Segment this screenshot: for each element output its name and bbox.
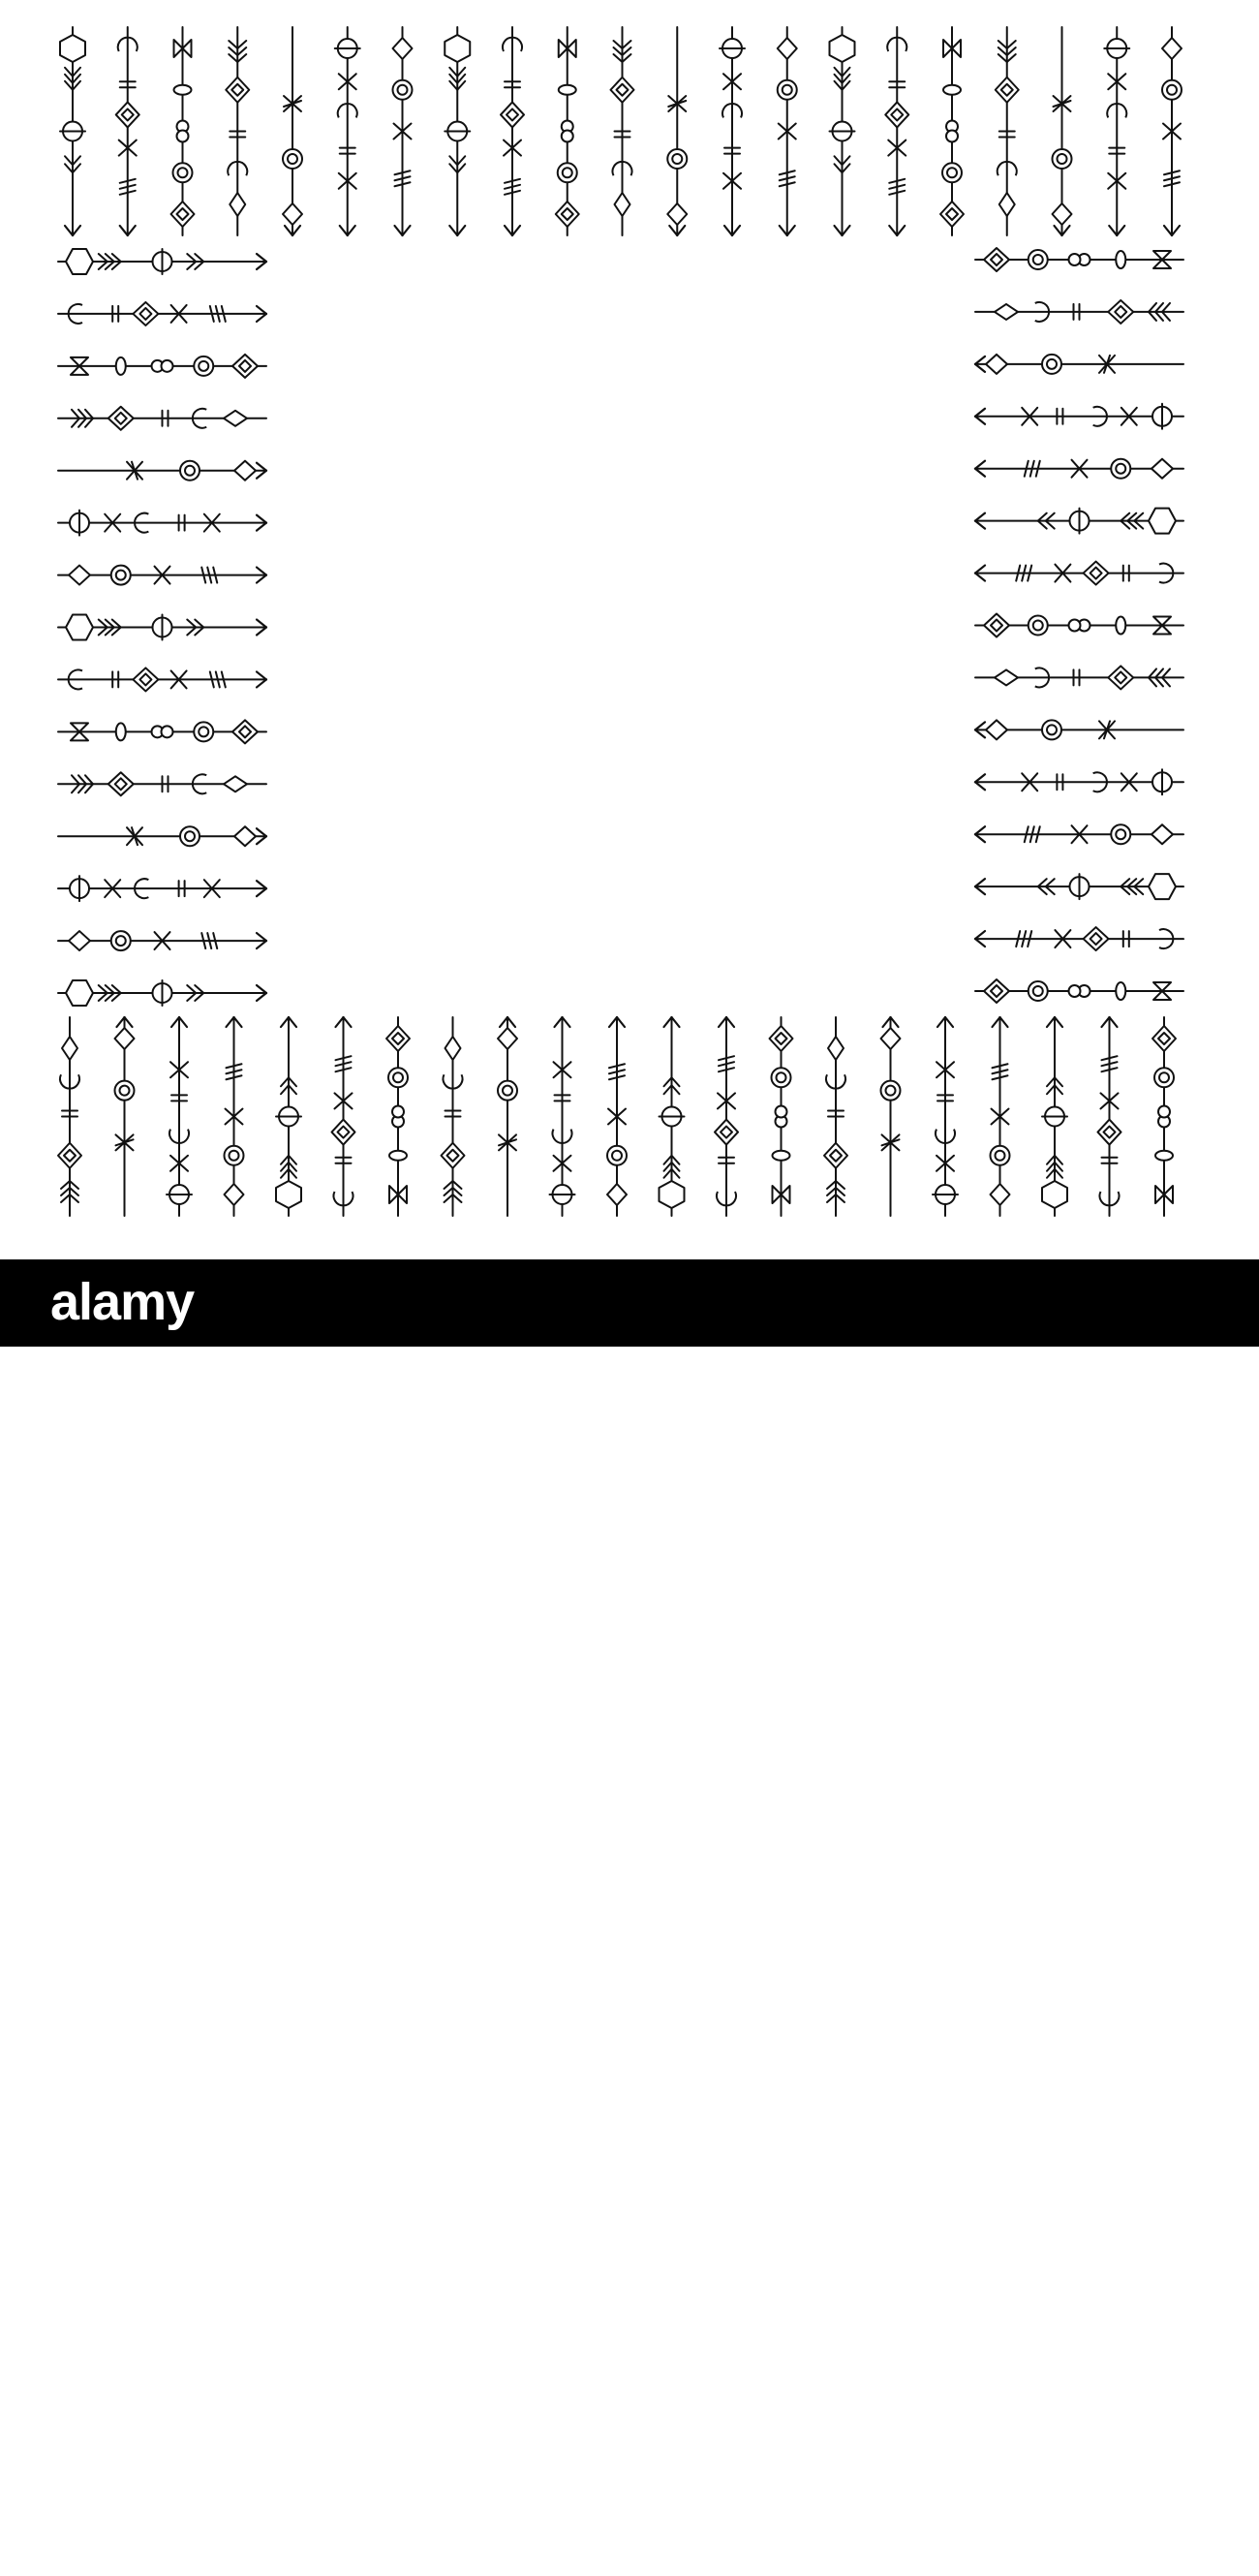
frame-arrow-bottom xyxy=(881,1017,901,1216)
frame-arrow-bottom xyxy=(276,1017,301,1216)
frame-arrow-top xyxy=(445,27,470,235)
frame-arrow-left xyxy=(58,461,266,481)
frame-arrow-right xyxy=(975,666,1183,689)
frame-arrow-right xyxy=(975,874,1183,899)
alamy-logo xyxy=(0,1259,291,1347)
frame-arrow-right xyxy=(975,824,1183,844)
frame-arrow-bottom xyxy=(1042,1017,1067,1216)
frame-arrow-top xyxy=(940,27,964,235)
frame-arrow-left xyxy=(58,980,266,1006)
frame-arrow-left xyxy=(58,615,266,640)
frame-arrow-right xyxy=(975,720,1183,739)
frame-arrow-bottom xyxy=(225,1017,244,1216)
frame-arrow-top xyxy=(501,27,524,235)
frame-arrow-top xyxy=(283,27,302,235)
frame-arrow-right xyxy=(975,355,1183,374)
frame-arrow-top xyxy=(116,27,139,235)
frame-arrow-top xyxy=(171,27,195,235)
frame-arrow-bottom xyxy=(1152,1017,1176,1216)
frame-arrow-top xyxy=(393,27,413,235)
frame-arrow-bottom xyxy=(824,1017,847,1216)
frame-arrow-bottom xyxy=(715,1017,738,1216)
frame-arrow-top xyxy=(60,27,85,235)
frame-arrow-right xyxy=(975,562,1183,585)
frame-arrow-top xyxy=(226,27,249,235)
frame-arrow-bottom xyxy=(933,1017,958,1216)
frame-illustration xyxy=(0,0,1259,1259)
frame-arrow-bottom xyxy=(991,1017,1010,1216)
frame-arrow-right xyxy=(975,404,1183,429)
frame-arrow-right xyxy=(975,248,1183,271)
frame-arrow-bottom xyxy=(332,1017,355,1216)
frame-arrow-right xyxy=(975,300,1183,324)
frame-arrow-top xyxy=(1162,27,1182,235)
frame-arrow-right xyxy=(975,509,1183,534)
frame-arrow-bottom xyxy=(58,1017,81,1216)
frame-arrow-bottom xyxy=(1098,1017,1121,1216)
frame-arrow-bottom xyxy=(386,1017,410,1216)
frame-arrow-right xyxy=(975,979,1183,1003)
frame-arrow-bottom xyxy=(660,1017,685,1216)
frame-arrow-right xyxy=(975,927,1183,950)
frame-arrow-left xyxy=(58,566,266,585)
tribal-arrow-frame xyxy=(0,0,1259,1259)
frame-arrow-bottom xyxy=(550,1017,575,1216)
frame-arrow-left xyxy=(58,876,266,901)
frame-arrow-bottom xyxy=(770,1017,793,1216)
stock-footer-bar xyxy=(0,1259,1259,2575)
frame-arrow-top xyxy=(778,27,797,235)
frame-arrow-top xyxy=(996,27,1019,235)
frame-arrow-top xyxy=(1053,27,1072,235)
frame-arrow-right xyxy=(975,614,1183,637)
frame-arrow-left xyxy=(58,772,266,795)
frame-arrow-left xyxy=(58,407,266,430)
frame-arrow-top xyxy=(556,27,579,235)
frame-arrow-bottom xyxy=(607,1017,627,1216)
frame-arrow-left xyxy=(58,720,266,743)
frame-arrow-top xyxy=(611,27,634,235)
image-id-label: 2T8N2HN xyxy=(1096,2548,1212,2575)
frame-arrow-bottom xyxy=(498,1017,517,1216)
frame-arrow-right xyxy=(975,769,1183,794)
frame-arrow-bottom xyxy=(442,1017,465,1216)
frame-arrow-top xyxy=(885,27,908,235)
frame-arrow-bottom xyxy=(167,1017,192,1216)
frame-arrow-top xyxy=(1104,27,1129,235)
frame-arrow-left xyxy=(58,511,266,536)
frame-arrow-top xyxy=(830,27,855,235)
frame-arrow-right xyxy=(975,459,1183,479)
frame-arrow-left xyxy=(58,355,266,378)
frame-arrow-left xyxy=(58,249,266,274)
frame-arrow-left xyxy=(58,302,266,326)
frame-arrow-top xyxy=(335,27,360,235)
frame-arrow-top xyxy=(720,27,745,235)
frame-arrow-top xyxy=(667,27,687,235)
frame-arrow-left xyxy=(58,931,266,950)
frame-arrow-bottom xyxy=(115,1017,135,1216)
frame-arrow-left xyxy=(58,667,266,691)
svg-text:alamy: alamy xyxy=(50,1273,195,1331)
frame-arrow-left xyxy=(58,826,266,846)
